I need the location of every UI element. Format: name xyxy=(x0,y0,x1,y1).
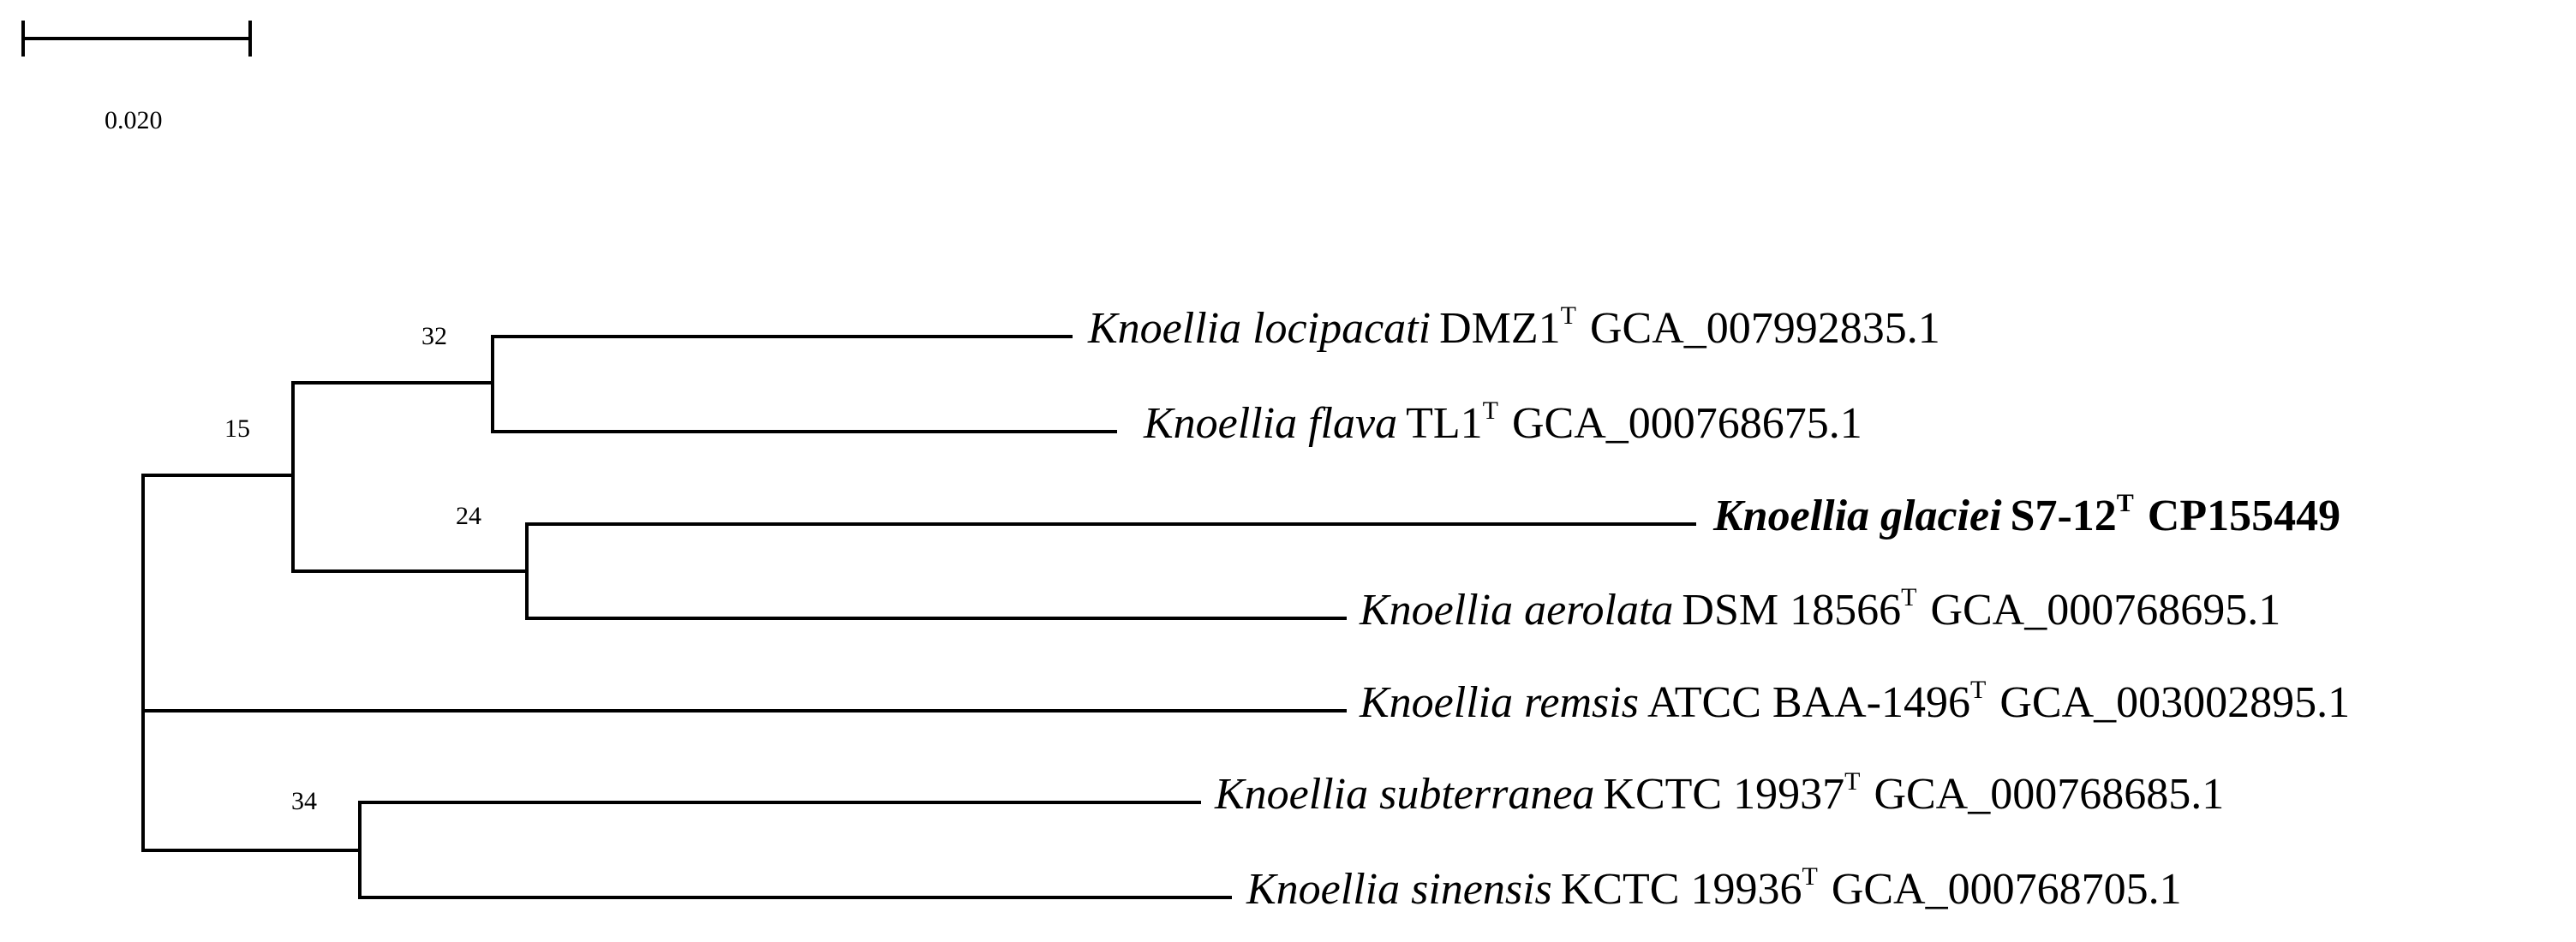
taxon-label xyxy=(1359,583,2280,635)
taxon-species: Knoellia locipacati xyxy=(1088,304,1431,353)
taxon-type-mark: T xyxy=(1482,396,1498,425)
taxon-label xyxy=(1246,862,2182,914)
taxon-species: Knoellia glaciei xyxy=(1713,492,2002,540)
taxon-strain: KCTC 19937 xyxy=(1603,770,1845,819)
taxon-labels xyxy=(1087,301,2350,914)
taxon-accession: GCA_000768705.1 xyxy=(1831,865,2182,914)
taxon-strain: DSM 18566 xyxy=(1682,586,1902,635)
taxon-type-mark: T xyxy=(1901,583,1917,611)
taxon-strain: KCTC 19936 xyxy=(1560,865,1802,914)
taxon-label xyxy=(1087,301,1940,353)
taxon-strain: S7-12 xyxy=(2010,492,2117,540)
taxon-species: Knoellia flava xyxy=(1144,399,1398,448)
taxon-accession: GCA_000768675.1 xyxy=(1511,399,1862,448)
taxon-accession: GCA_003002895.1 xyxy=(1999,678,2351,727)
taxon-type-mark: T xyxy=(1970,676,1987,704)
taxon-accession: GCA_000768685.1 xyxy=(1874,770,2225,819)
taxon-strain: DMZ1 xyxy=(1439,304,1561,353)
support-value-locipacati-flava: 32 xyxy=(421,322,447,350)
taxon-species: Knoellia sinensis xyxy=(1246,865,1552,914)
taxon-species: Knoellia remsis xyxy=(1360,678,1639,727)
support-value-subterranea-sinensis: 34 xyxy=(291,787,317,815)
taxon-label xyxy=(1143,396,1862,448)
taxon-strain: ATCC BAA-1496 xyxy=(1647,678,1970,727)
taxon-type-mark: T xyxy=(1802,862,1818,891)
taxon-label xyxy=(1214,767,2224,819)
scale-bar xyxy=(23,22,250,134)
support-values xyxy=(224,322,481,815)
taxon-species: Knoellia subterranea xyxy=(1215,770,1595,819)
taxon-type-mark: T xyxy=(1560,301,1576,330)
taxon-type-mark: T xyxy=(1844,767,1861,796)
taxon-strain: TL1 xyxy=(1406,399,1483,448)
taxon-species: Knoellia aerolata xyxy=(1360,586,1674,635)
taxon-accession: CP155449 xyxy=(2147,492,2341,540)
scale-bar-label: 0.020 xyxy=(105,106,163,134)
taxon-accession: GCA_007992835.1 xyxy=(1589,304,1940,353)
taxon-type-mark: T xyxy=(2116,489,2134,517)
support-value-upper-clade: 15 xyxy=(224,414,250,443)
taxon-label-highlighted xyxy=(1712,489,2340,540)
taxon-label xyxy=(1359,676,2350,727)
support-value-glaciei-aerolata: 24 xyxy=(456,502,481,530)
taxon-accession: GCA_000768695.1 xyxy=(1930,586,2281,635)
